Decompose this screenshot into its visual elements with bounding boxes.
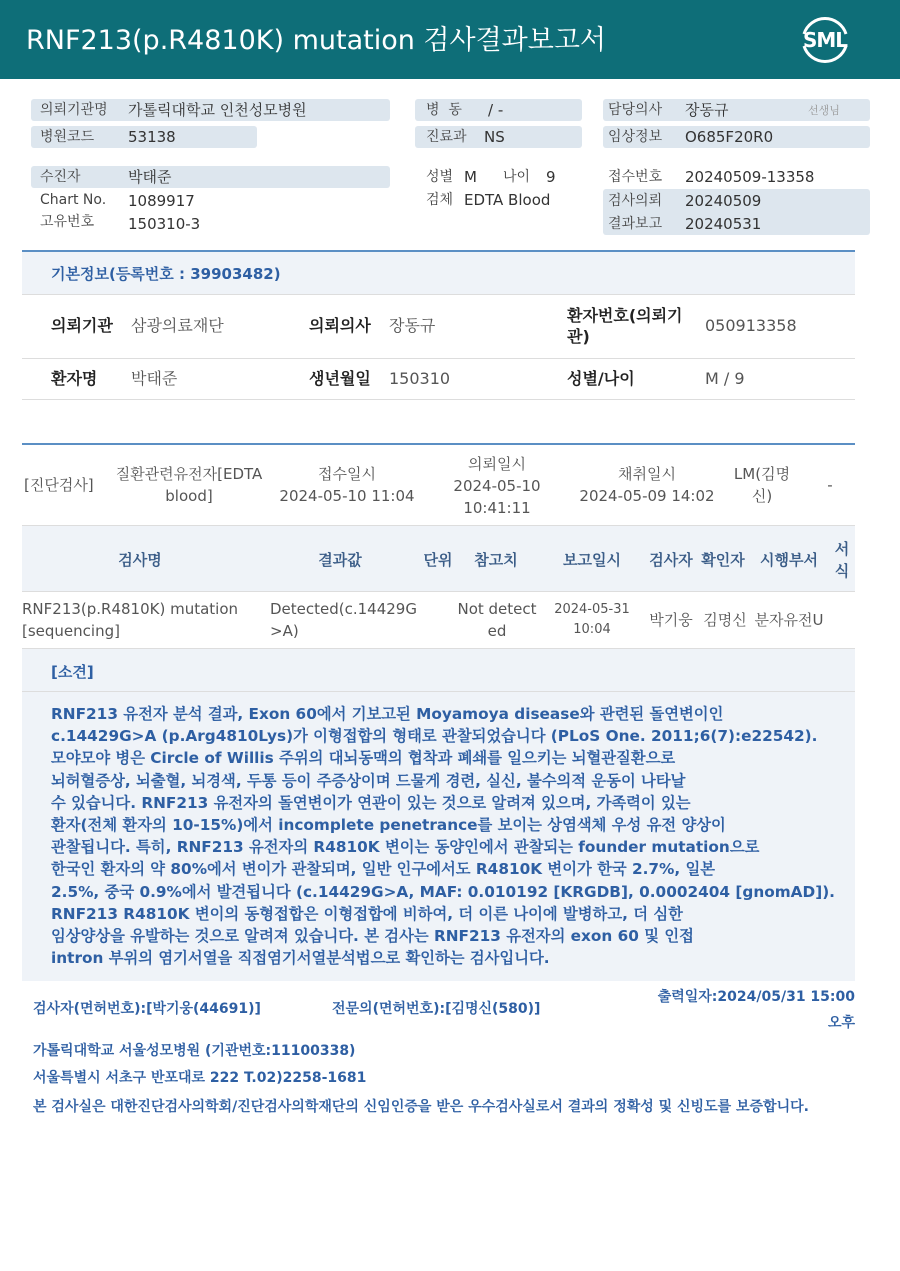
- diag-extra: -: [827, 476, 833, 494]
- opinion-text: RNF213 유전자 분석 결과, Exon 60에서 기보고된 Moyamoya disease와 관련된 돌연변이인 c.14429G>A (p.Arg4810Lys)가 이형접합의 형태로 관찰되었습니다 (PLoS One. 2011;6(7):e22542). 모야모야 병은 Circle of Willis 주위의 대뇌동맥의 협착과 폐쇄를 일으키는 뇌혈관질환으로 뇌허혈증상, 뇌출혈, 뇌경색, 두통 등이 주증상이며 드물게 경련, 실신, 불수의적 운동이 나타날 수 있습니다. RNF213 유전자의 돌연변이가 연관이 있는 것으로 알려져 있으며, 가족력이 있는 환자(전체 환자의 10-15%)에서 incomplete penetrance를 보이는 상염색체 우성 유전 양상이 관찰됩니다. 특히, RNF213 유전자의 R4810K 변이는 동양인에서 관찰되는 founder mutation으로 한국인 환자의 약 80%에서 변이가 관찰되며, 일반 인구에서도 R4810K 변이가 한국 2.7%, 일본 2.5%, 중국 0.9%에서 발견됩니다 (c.14429G>A, MAF: 0.010192 [KRGDB], 0.0002404 [gnomAD]). RNF213 R4810K 변이의 동형접합은 이형접합에 비하여, 더 이른 나이에 발병하고, 더 심한 임상양상을 유발하는 것으로 알려져 있습니다. 본 검사는 RNF213 유전자의 exon 60 및 인접 intron 부위의 염기서열을 직접염기서열분석법으로 확인하는 검사입니다.: [51, 705, 835, 968]
- diag-request-value: 2024-05-10 10:41:11: [453, 477, 541, 517]
- receipt-label: 접수번호: [608, 169, 663, 185]
- footer-tester: 검사자(면허번호):[박기웅(44691)]: [33, 1001, 261, 1017]
- chart-value: 1089917: [128, 192, 195, 210]
- dob-value: 150310: [389, 369, 451, 388]
- col-result: 결과값: [318, 551, 362, 569]
- clinical-value: O685F20R0: [685, 128, 774, 146]
- unique-label: 고유번호: [40, 214, 95, 230]
- ward-value: / -: [488, 101, 504, 119]
- diag-collect-label: 채취일시: [618, 465, 676, 483]
- footer-hospital: 가톨릭대학교 서울성모병원 (기관번호:11100338): [33, 1043, 356, 1059]
- rule: [22, 399, 855, 400]
- sml-logo: [796, 12, 854, 66]
- clinical-label: 임상정보: [608, 129, 663, 145]
- specimen-value: EDTA Blood: [464, 191, 551, 209]
- logo-text: SML: [802, 28, 848, 52]
- unique-value: 150310-3: [128, 215, 201, 233]
- footer-specialist: 전문의(면허번호):[김명신(580)]: [332, 1001, 541, 1017]
- pid-label: 환자번호(의뢰기관): [567, 306, 683, 346]
- chart-label: Chart No.: [40, 192, 107, 208]
- footer-printed: 출력일자:2024/05/31 15:00: [657, 989, 855, 1005]
- row-report-date: 2024-05-31 10:04: [554, 602, 630, 637]
- name-value: 박태준: [131, 369, 178, 388]
- hospital-code-value: 53138: [128, 128, 176, 146]
- dob-label: 생년월일: [309, 369, 371, 388]
- diag-receipt-label: 접수일시: [318, 465, 376, 483]
- ward-label: 병 동: [426, 102, 462, 118]
- age-value: 9: [546, 168, 556, 186]
- row-tester: 박기웅: [649, 611, 693, 629]
- patient-label: 수진자: [40, 169, 81, 185]
- hospital-code-label: 병원코드: [40, 129, 95, 145]
- report-header: [0, 0, 900, 79]
- sex-label: 성별: [426, 169, 454, 185]
- institution-label: 의뢰기관명: [40, 102, 108, 118]
- row-confirmer: 김명신: [703, 611, 747, 629]
- dept-value: NS: [484, 128, 505, 146]
- diag-lab: LM(김명신): [733, 465, 791, 505]
- sexage-label: 성별/나이: [567, 369, 635, 388]
- col-tester: 검사자: [649, 551, 693, 569]
- doctor-value: 장동규: [685, 101, 729, 119]
- report-date-label: 결과보고: [608, 216, 663, 232]
- receipt-value: 20240509-13358: [685, 168, 815, 186]
- request-value: 20240509: [685, 192, 762, 210]
- inst-label: 의뢰기관: [51, 316, 113, 335]
- sexage-value: M / 9: [705, 369, 745, 388]
- footer-ampm: 오후: [827, 1015, 855, 1031]
- col-confirmer: 확인자: [701, 551, 745, 569]
- doctor-suffix: 선생님: [808, 104, 840, 117]
- report-title: RNF213(p.R4810K) mutation 검사결과보고서: [26, 25, 606, 56]
- col-form: 서식: [834, 540, 850, 580]
- diag-top-rule: [22, 443, 855, 445]
- basic-title: 기본정보(등록번호 : 39903482): [51, 265, 281, 283]
- col-ref: 참고치: [474, 551, 518, 569]
- diag-receipt-value: 2024-05-10 11:04: [279, 487, 415, 505]
- patient-value: 박태준: [128, 168, 172, 186]
- diag-gene: 질환관련유전자[EDTA blood]: [115, 465, 263, 505]
- col-test-name: 검사명: [118, 551, 162, 569]
- row-dept: 분자유전U: [754, 611, 824, 629]
- opinion-title: [소견]: [51, 663, 94, 681]
- col-unit: 단위: [423, 551, 453, 569]
- col-report-date: 보고일시: [563, 551, 621, 569]
- patient-bar: [31, 166, 390, 188]
- diag-request-label: 의뢰일시: [468, 455, 526, 473]
- doctor-label: 담당의사: [608, 102, 663, 118]
- footer-cert: 본 검사실은 대한진단검사의학회/진단검사의학재단의 신임인증을 받은 우수검사실로서 결과의 정확성 및 신빙도를 보증합니다.: [33, 1099, 809, 1115]
- row-test-name: RNF213(p.R4810K) mutation [sequencing]: [22, 600, 239, 640]
- name-label: 환자명: [51, 369, 98, 388]
- doc-label: 의뢰의사: [309, 316, 371, 335]
- inst-value: 삼광의료재단: [131, 316, 224, 335]
- age-label: 나이: [503, 169, 531, 185]
- request-label: 검사의뢰: [608, 193, 663, 209]
- diag-collect-value: 2024-05-09 14:02: [579, 487, 715, 505]
- doc-value: 장동규: [389, 316, 436, 335]
- row-result: Detected(c.14429G>A): [270, 600, 417, 640]
- rule: [22, 294, 855, 295]
- rule: [22, 591, 855, 592]
- rule: [22, 358, 855, 359]
- pid-value: 050913358: [705, 316, 797, 335]
- institution-value: 가톨릭대학교 인천성모병원: [128, 101, 307, 119]
- rule: [22, 691, 855, 692]
- col-dept: 시행부서: [760, 551, 818, 569]
- specimen-label: 검체: [426, 192, 454, 208]
- sex-value: M: [464, 168, 477, 186]
- report-date-value: 20240531: [685, 215, 762, 233]
- footer-address: 서울특별시 서초구 반포대로 222 T.02)2258-1681: [33, 1070, 367, 1086]
- dept-label: 진료과: [426, 129, 467, 145]
- row-ref: Not detected: [457, 600, 537, 640]
- diag-category: [진단검사]: [24, 476, 94, 494]
